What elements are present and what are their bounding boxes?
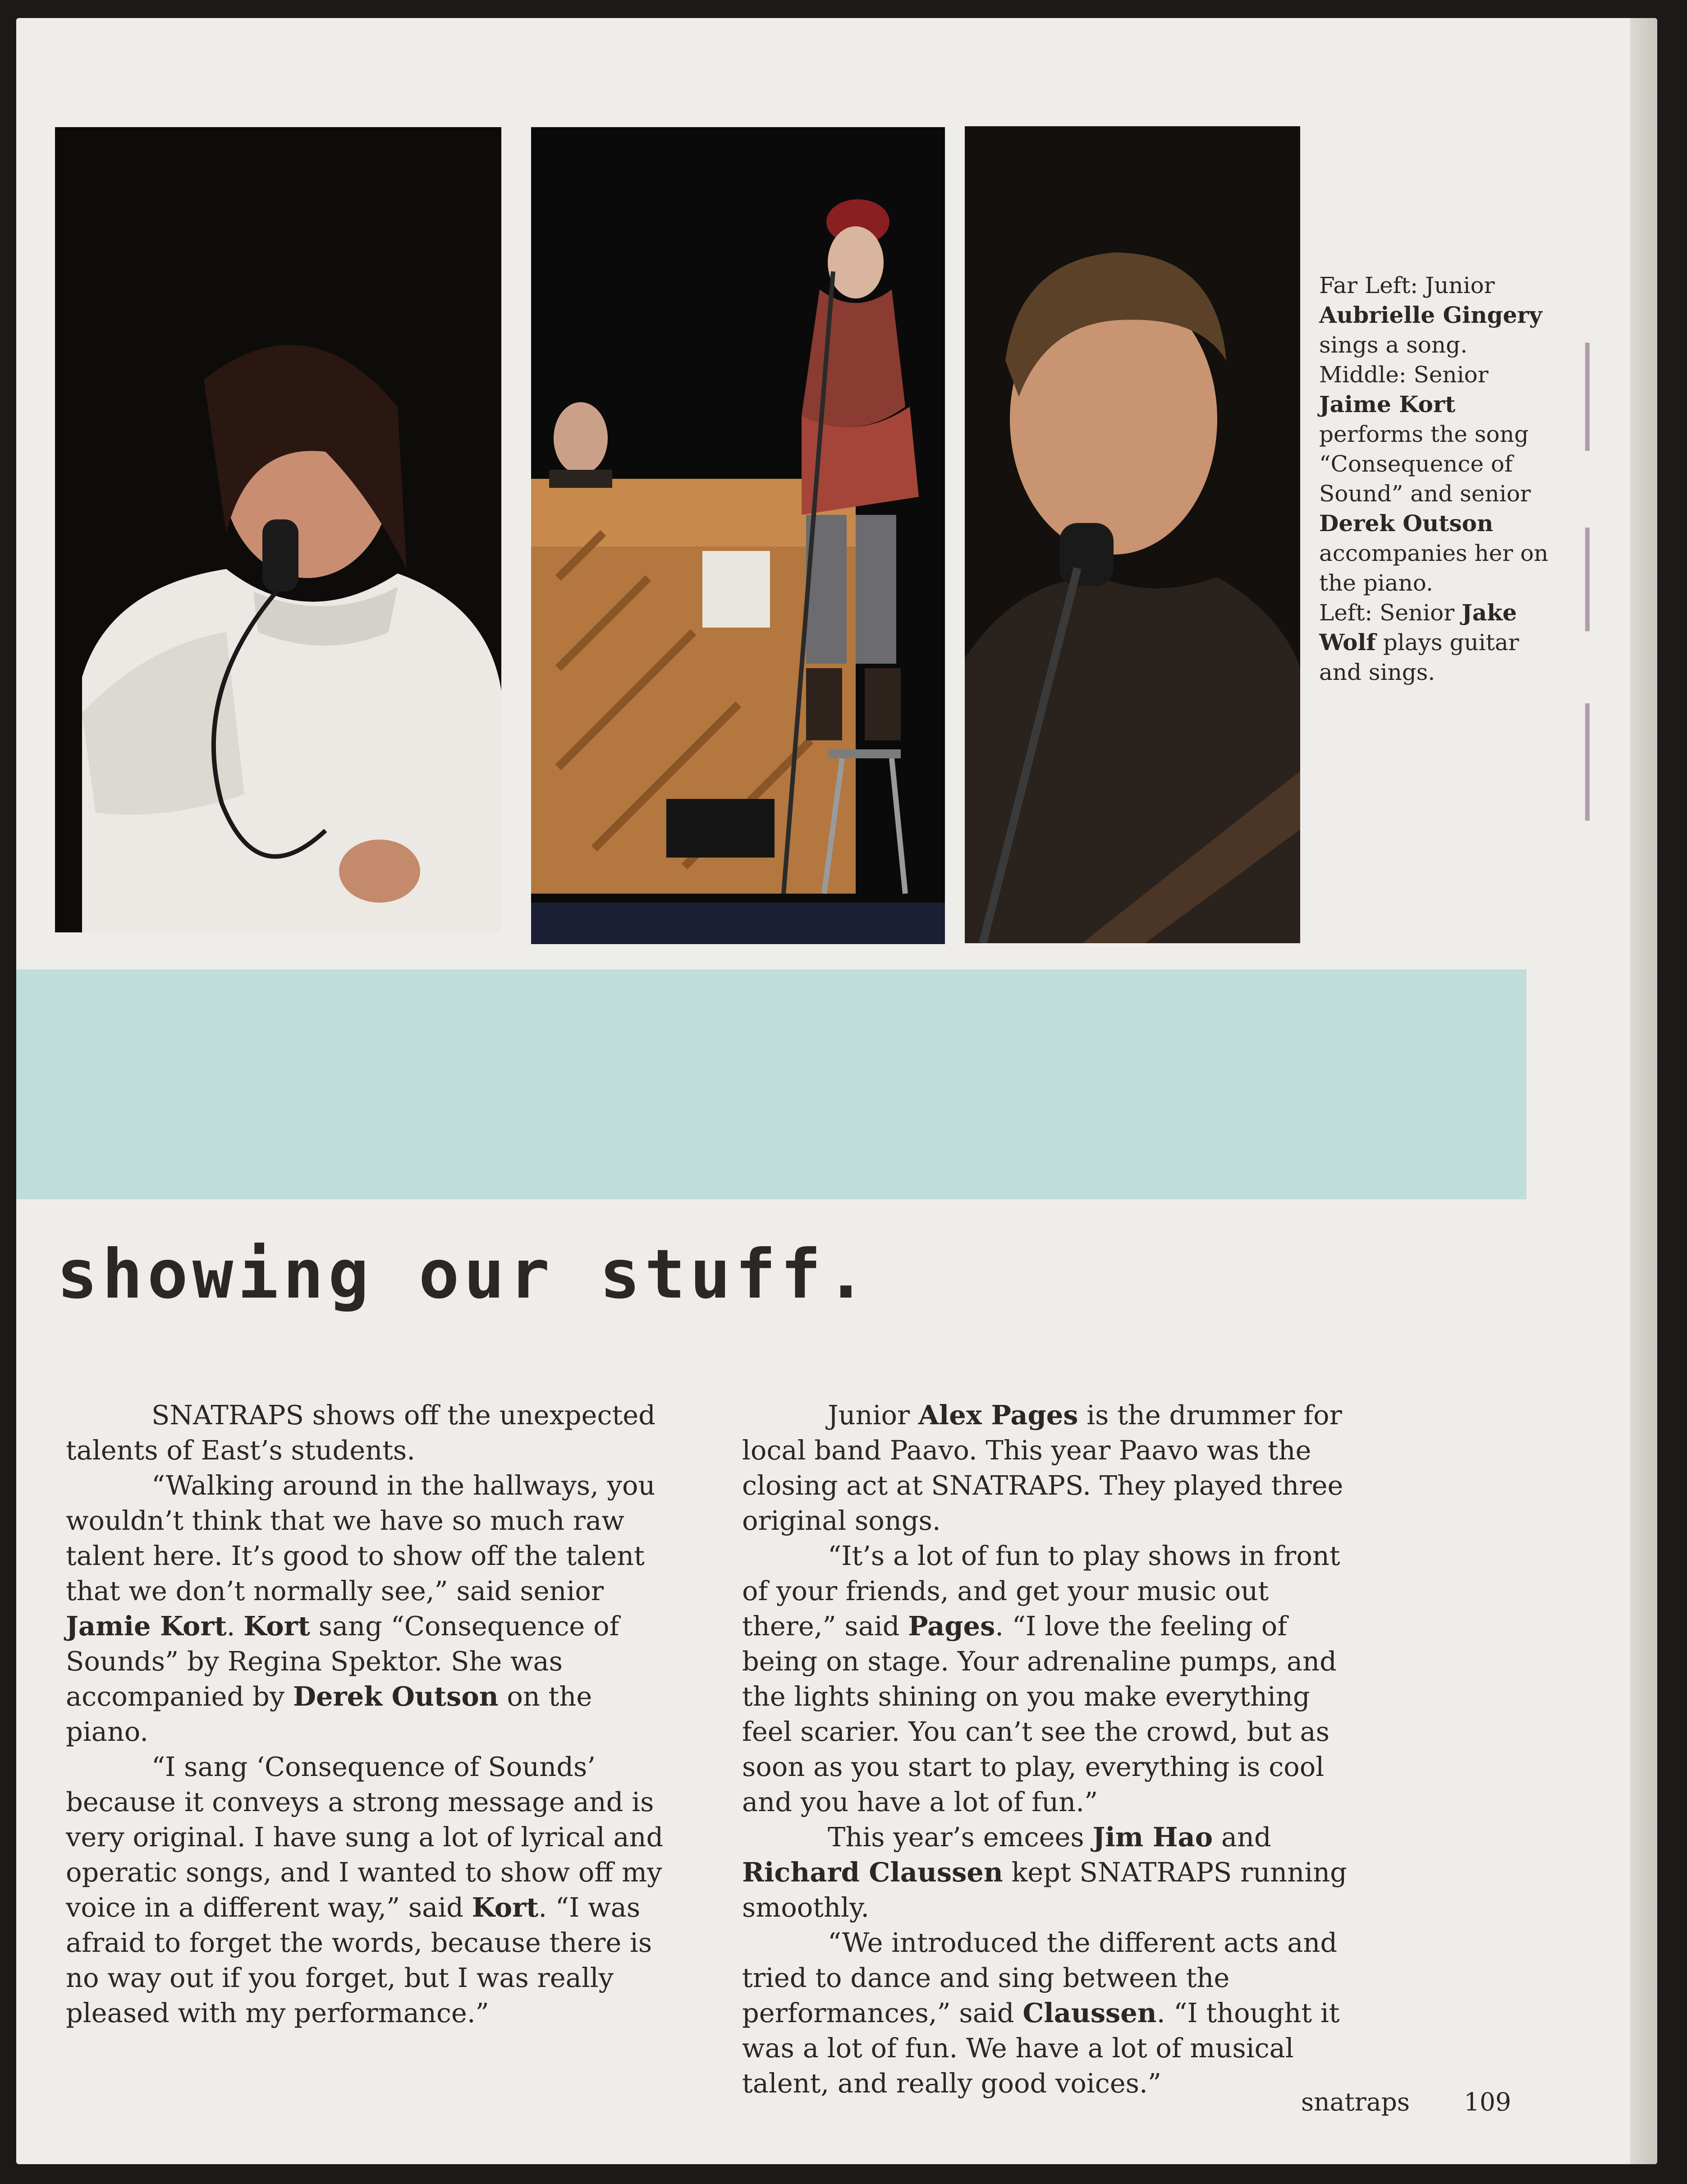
article-name: Derek Outson	[293, 1681, 499, 1712]
spine-color-mark	[1585, 343, 1590, 451]
page-number: 109	[1464, 2088, 1512, 2116]
article-paragraph	[66, 1468, 679, 1749]
article-paragraph	[742, 1538, 1355, 1820]
article-text: .	[226, 1610, 244, 1642]
article-text: kept SNATRAPS running smoothly.	[742, 1857, 1347, 1923]
article-text: “We introduced the different acts and tried to dance and sing between the performances,” said	[742, 1927, 1338, 2028]
spine-color-mark	[1585, 528, 1590, 631]
article-left-column	[66, 1398, 679, 2031]
caption-text: sings a song.	[1319, 332, 1467, 358]
article-text: sang “Consequence of Sounds” by Regina Spektor. She was accompanied by	[66, 1610, 619, 1712]
decorative-teal-band	[16, 969, 1527, 1199]
article-text: “It’s a lot of fun to play shows in front of your friends, and get your music out there,” said	[742, 1540, 1340, 1642]
article-text: . “I love the feeling of being on stage. Your adrenaline pumps, and the lights shining on you make everything feel scarier. You can’t see the crowd, but as soon as you start to play, everything is cool and you have a lot of fun.”	[742, 1610, 1337, 1817]
photo-middle-singer-and-pianist	[531, 127, 945, 944]
caption-name: Jake Wolf	[1319, 599, 1517, 656]
page-footer	[1301, 2088, 1511, 2116]
article-text: Junior	[828, 1399, 918, 1431]
caption-name: Aubrielle Gingery	[1319, 302, 1542, 328]
article-text: SNATRAPS shows off the unexpected talents of East’s students.	[66, 1399, 656, 1466]
article-name: Jamie Kort	[66, 1610, 227, 1642]
caption-text: performs the song “Consequence of Sound” and senior	[1319, 421, 1531, 507]
article-text: on the piano.	[66, 1681, 592, 1747]
photo-far-left-singer	[55, 127, 501, 932]
article-text: and	[1213, 1822, 1271, 1853]
article-text: “Walking around in the hallways, you wouldn’t think that we have so much raw talent here. It’s good to show off the talent that we don’t normally see,” said senior	[66, 1470, 656, 1606]
article-text: “I sang ‘Consequence of Sounds’ because it conveys a strong message and is very original. I have sung a lot of lyrical and operatic songs, and I wanted to show off my voice in a different way,” said	[66, 1751, 664, 1923]
article-name: Kort	[243, 1610, 310, 1642]
photo-right-guitarist	[965, 126, 1300, 943]
photo-caption	[1319, 271, 1554, 687]
article-name: Kort	[472, 1892, 539, 1923]
article-paragraph	[742, 1925, 1355, 2101]
article-name: Jim Hao	[1092, 1822, 1213, 1853]
article-paragraph	[742, 1398, 1355, 1538]
article-text: This year’s emcees	[828, 1822, 1093, 1853]
article-paragraph	[66, 1398, 679, 1468]
article-paragraph	[66, 1749, 679, 2031]
caption-name: Derek Outson	[1319, 510, 1494, 537]
article-name: Claussen	[1022, 1997, 1157, 2028]
caption-name: Jaime Kort	[1319, 391, 1456, 418]
footer-section-name: snatraps	[1301, 2088, 1410, 2116]
caption-text: Left: Senior	[1319, 600, 1462, 626]
article-paragraph	[742, 1820, 1355, 1925]
caption-text: Far Left: Junior	[1319, 272, 1495, 298]
yearbook-page	[16, 18, 1657, 2164]
caption-text: Middle: Senior	[1319, 362, 1489, 388]
article-text: . “I thought it was a lot of fun. We have a lot of musical talent, and really good voices.”	[742, 1997, 1340, 2099]
article-right-column	[742, 1398, 1355, 2101]
article-name: Pages	[908, 1610, 995, 1642]
article-name: Richard Claussen	[742, 1857, 1003, 1888]
caption-text: plays guitar and sings.	[1319, 629, 1519, 685]
article-text: is the drummer for local band Paavo. This year Paavo was the closing act at SNATRAPS. They played three original songs.	[742, 1399, 1343, 1536]
article-name: Alex Pages	[918, 1399, 1078, 1431]
page-spine-shadow	[1630, 18, 1657, 2164]
article-text: . “I was afraid to forget the words, because there is no way out if you forget, but I was really pleased with my performance.”	[66, 1892, 652, 2028]
page-headline: showing our stuff.	[57, 1235, 871, 1314]
spine-color-mark	[1585, 703, 1590, 821]
caption-text: accompanies her on the piano.	[1319, 540, 1549, 596]
